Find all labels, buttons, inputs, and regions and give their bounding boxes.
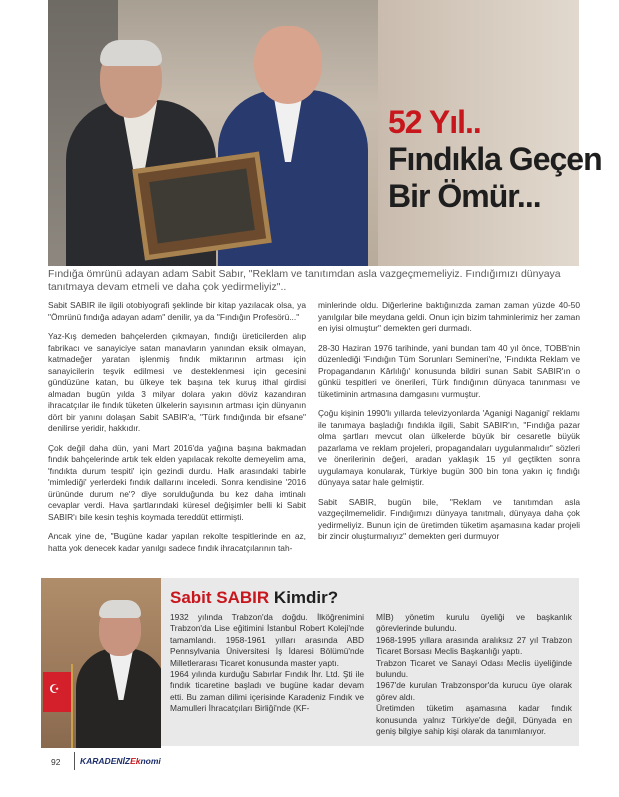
- flag-pole: [71, 664, 73, 748]
- paragraph: Sabit SABIR ile ilgili otobiyografi şeklinde bir kitap yazılacak olsa, ya "Ömrünü fındığa adayan adam" denilir, ya da "Fındığın Profesörü...": [48, 300, 306, 322]
- magazine-logo: [80, 756, 161, 766]
- paragraph: Çoğu kişinin 1990'lı yıllarda televizyonlarda 'Aganigi Naganigi' reklamı ile tanımaya başladığı fındıkla ilgili, Sabit SABIR'ın, "Fındığa pazar olma şartları mevcut olan ülkelerde büyük bir cesaretle büyük pazarlama ve reklam projeleri, propagandaları uygulanmalıdır" sözleri ve önerilerinin değeri, aradan yaklaşık 15 yıl geçtikten sonra uygulamaya konularak, Türkiye bugün 300 bin tona yakın iç fındığı dünyaya satar hale gelmiştir.: [318, 408, 580, 487]
- paragraph: 28-30 Haziran 1976 tarihinde, yani bundan tam 40 yıl önce, TOBB'nin düzenlediği 'Fındığın Tüm Sorunları Semineri'ne, 'Fındıkta Reklam ve Propagandanın Kârlılığı' konusunda bildiri sunan Sabit SABIR'ın o günkü tespitleri ve önerileri, Türk fındığının dünyaca tanınması ve tüketiminin artmasına damgasını vurmuştur.: [318, 342, 580, 399]
- article-column-2: [318, 300, 580, 551]
- article-headline: [388, 104, 602, 215]
- paragraph: Yaz-Kış demeden bahçelerden çıkmayan, fındığı üreticilerden alıp fabrikacı ve sanayiciye satan manavların yanından eksik olmayan, katmadeğer yaratan işlenmiş fındık miktarının artması için sanayicilerin teşvik edilmesi ve desteklenmesi için gecesini gündüzüne katan, bu ülkeye tek başına tek kuruş ithal girdisi almadan bugün yılda 3 milyar dolara yakın döviz kazandıran ihracatçılar ile fındık tüketen ülkelerin sayısının artması için dünyanın dört bir yanını dolaşan Sabit SABIR'a, "Türk fındığında bir efsane" denilirse yeridir, hakkıdır.: [48, 331, 306, 433]
- portrait-hair: [99, 600, 141, 618]
- paragraph: Çok değil daha dün, yani Mart 2016'da yağına başına bakmadan fındık bahçelerinde artık tek elden yapılacak rekolte demeyelim ama, 'fındıkta durum tespiti' için gezindi durdu. Halk arasındaki tabirle 'mimlediği' yerlerdeki fındık dallarını inceledi. Sonra kendisine '2016 ürününde durum ne'? diye sorulduğunda bu kez daha imtinalı cevaplar verdi. Hava şartlarındaki küresel değişimler belli ki Sabit SABIR'ı bile kesin teşhis koymada tereddüt ettirmişti.: [48, 442, 306, 522]
- bio-paragraph: 1964 yılında kurduğu Sabırlar Fındık İhr. Ltd. Şti ile fındık ticaretine başladı ve bugüne kadar devam etti. Bu zaman dilimi içerisinde Karadeniz Fındık ve Mamulleri İhracatçıları Birliği'nde (KF-: [170, 669, 364, 714]
- logo-part-3: nomi: [140, 756, 161, 766]
- person-left-hair: [100, 40, 162, 66]
- bio-paragraph: 1932 yılında Trabzon'da doğdu. İlköğrenimini Trabzon'da Lise eğitimini İstanbul Robert Koleji'nde tamamlandı. 1958-1961 yılları arasında ABD Pennsylvania Üniversitesi İş İdaresi Bölümü'nde Milletlerarası Ticaret konusunda master yaptı.: [170, 612, 364, 668]
- award-plaque: [132, 152, 272, 261]
- bio-portrait-photo: [41, 578, 161, 748]
- person-right-head: [254, 26, 322, 104]
- bio-heading: [170, 588, 338, 608]
- logo-part-1: KARADENİZ: [80, 756, 131, 766]
- bio-paragraph: Üretimden tüketim aşamasına kadar fındık konusunda yalnız Türkiye'de değil, Dünyada en geniş bilgiye sahip kişi olarak da tanımlanıyor.: [376, 703, 572, 737]
- paragraph: Sabit SABIR, bugün bile, "Reklam ve tanıtımdan asla vazgeçilmemelidir. Fındığımızı dünyaya tanıtmalı, dünyaya daha çok yedirmeliyiz. Bunun için de üretimden tüketim aşamasına kadar projeli bir zincir oluşturmalıyız" demekten geri durmuyor: [318, 496, 580, 541]
- bio-heading-rest: Kimdir?: [269, 588, 339, 607]
- bio-column-1: [170, 612, 364, 715]
- footer-divider: [74, 752, 75, 770]
- lead-paragraph: Fındığa ömrünü adayan adam Sabit Sabır, "Reklam ve tanıtımdan asla vazgeçmemeliyiz. Fındığımızı dünyaya tanıtmaya devam etmeli ve daha çok yedirmeliyiz"..: [48, 268, 561, 293]
- paragraph: minlerinde oldu. Diğerlerine baktığınızda zaman zaman yüzde 40-50 yanılgılar bile meydana geldi. Onun için bizim tahminlerimiz her zaman en iyisi olmuştur" demekten geri durmadı.: [318, 300, 580, 333]
- bio-heading-name: Sabit SABIR: [170, 588, 270, 607]
- paragraph: Ancak yine de, "Bugüne kadar yapılan rekolte tespitlerinde en az, hatta yok denecek kadar yanılgı sadece fındık ihracatçılarının tah-: [48, 531, 306, 553]
- page-number: 92: [51, 757, 61, 767]
- headline-line-2: Fındıkla Geçen: [388, 141, 602, 177]
- flag-crescent-star-icon: ☪: [49, 682, 60, 696]
- article-column-1: [48, 300, 306, 562]
- plaque-artwork: [149, 168, 255, 243]
- logo-part-2: Ek: [130, 756, 141, 766]
- headline-line-1: 52 Yıl..: [388, 104, 481, 140]
- bio-paragraph: 1967'de kurulan Trabzonspor'da kurucu üye olarak görev aldı.: [376, 680, 572, 702]
- bio-paragraph: 1968-1995 yıllara arasında aralıksız 27 yıl Trabzon Ticaret Borsası Meclis Başkanlığı yaptı.: [376, 634, 572, 657]
- bio-paragraph: Trabzon Ticaret ve Sanayi Odası Meclis üyeliğinde bulundu.: [376, 657, 572, 680]
- bio-column-2: [376, 612, 572, 737]
- bio-paragraph: MİB) yönetim kurulu üyeliği ve başkanlık görevlerinde bulundu.: [376, 612, 572, 634]
- headline-line-3: Bir Ömür...: [388, 178, 541, 214]
